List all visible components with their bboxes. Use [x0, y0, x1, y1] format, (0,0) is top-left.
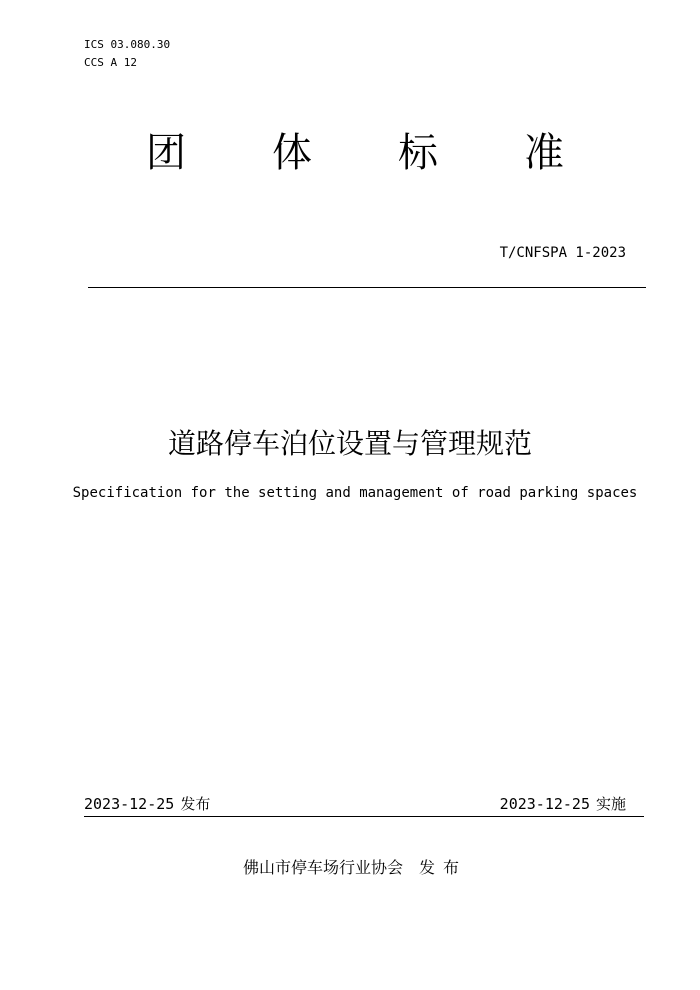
doc-type-char: 体 [272, 130, 312, 176]
footer-divider [84, 816, 644, 817]
implementation-date-value: 2023-12-25 [499, 795, 590, 813]
doc-type-char: 准 [524, 130, 564, 176]
document-type-heading [0, 128, 700, 178]
implementation-date [500, 793, 626, 815]
publisher-name: 佛山市停车场行业协会 [242, 858, 403, 877]
document-title-zh: 道路停车泊位设置与管理规范 [167, 427, 532, 460]
header-divider [88, 287, 646, 288]
publisher-line [0, 857, 700, 879]
publisher-label: 发布 [419, 858, 468, 877]
doc-type-char: 标 [398, 130, 438, 176]
doc-type-char: 团 [146, 130, 186, 176]
document-title-en: Specification for the setting and management of road parking spaces [72, 485, 638, 501]
implementation-date-label: 实施 [595, 795, 626, 813]
ics-code: ICS 03.080.30 [84, 38, 171, 51]
issue-date-label: 发布 [180, 795, 211, 813]
ccs-code: CCS A 12 [84, 56, 137, 69]
issue-date [84, 793, 210, 815]
issue-date-value: 2023-12-25 [84, 795, 175, 813]
classification-codes [84, 36, 170, 72]
standard-number: T/CNFSPA 1-2023 [499, 245, 626, 261]
